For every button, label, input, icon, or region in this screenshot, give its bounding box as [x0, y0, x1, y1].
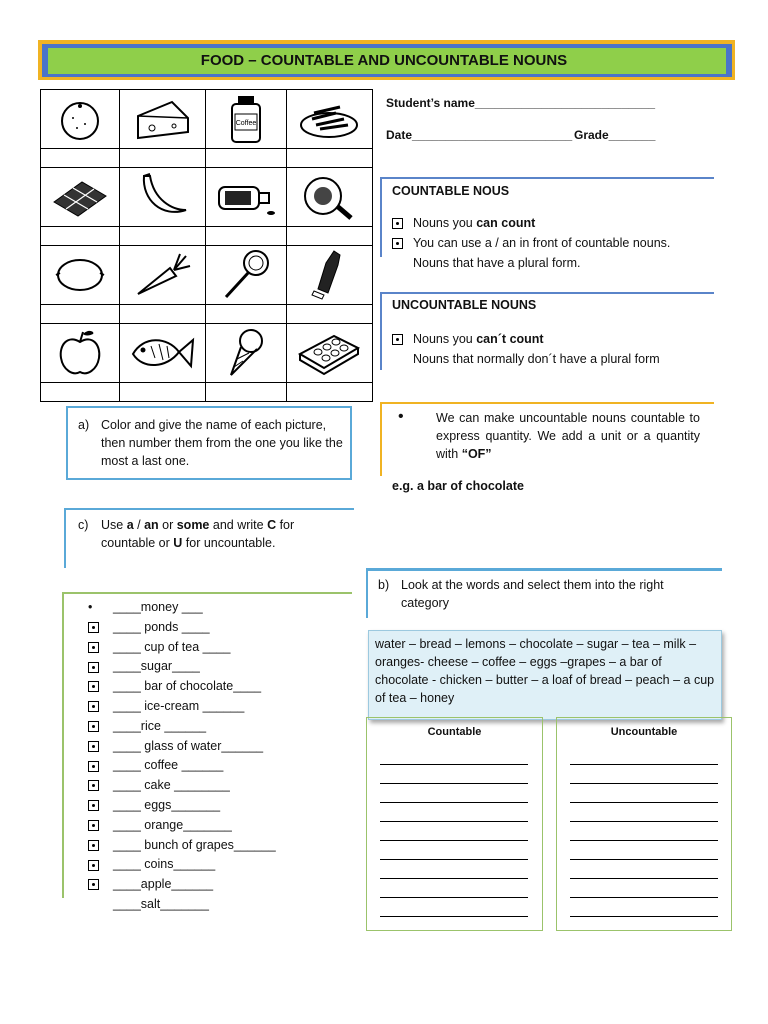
list-item[interactable] — [88, 657, 276, 677]
fish-icon — [119, 324, 205, 383]
uncountable-column — [556, 717, 732, 931]
uncountable-top-border — [380, 292, 714, 294]
bullet-icon — [88, 800, 99, 811]
bullet-icon — [88, 780, 99, 791]
uncountable-left-border — [380, 292, 382, 370]
list-item-text: ____ bar of chocolate____ — [113, 679, 262, 694]
bullet-icon — [88, 681, 99, 692]
answer-line[interactable] — [380, 898, 528, 917]
bullet-icon — [88, 761, 99, 772]
cheese-icon — [119, 90, 205, 149]
student-name-field[interactable]: Student’s name___________________________ — [386, 96, 656, 110]
answer-line[interactable] — [570, 841, 718, 860]
bottle-icon — [205, 168, 286, 227]
list-item-text: ____ ice-cream ______ — [113, 698, 245, 713]
uncountable-heading: UNCOUNTABLE NOUNS — [392, 298, 537, 312]
bullet-icon — [392, 218, 403, 229]
bullet-icon — [392, 334, 403, 345]
uncountable-column-title: Uncountable — [610, 726, 678, 738]
task-c-left-border — [64, 508, 66, 568]
list-item-text: ____rice ______ — [113, 718, 207, 733]
answer-line[interactable] — [380, 879, 528, 898]
items-list — [88, 598, 276, 915]
unit-note-text: We can make uncountable nouns countable to express quantity. We add a unit or a quantity with “OF” — [436, 411, 700, 461]
answer-line[interactable] — [570, 784, 718, 803]
answer-line[interactable] — [570, 822, 718, 841]
page-title: FOOD – COUNTABLE AND UNCOUNTABLE NOUNS — [200, 52, 568, 69]
countable-line-2: You can use a / an in front of countable nouns. — [392, 234, 670, 252]
carrot-icon — [119, 246, 205, 305]
bullet-icon — [88, 662, 99, 673]
answer-line[interactable] — [380, 803, 528, 822]
countable-column — [366, 717, 543, 931]
answer-line[interactable] — [380, 784, 528, 803]
answer-line[interactable] — [380, 765, 528, 784]
list-item[interactable] — [88, 697, 276, 717]
countable-heading: COUNTABLE NOUS — [392, 184, 510, 198]
bullet-icon — [88, 642, 99, 653]
answer-line[interactable] — [380, 822, 528, 841]
list-item-text: ____ ponds ____ — [113, 619, 210, 634]
task-b-text: Look at the words and select them into the right category — [401, 578, 664, 610]
task-b-left-border — [366, 568, 368, 618]
task-a-letter: a) — [78, 418, 90, 432]
answer-line[interactable] — [380, 860, 528, 879]
answer-line[interactable] — [570, 746, 718, 765]
list-item[interactable] — [88, 875, 276, 895]
list-item[interactable] — [88, 816, 276, 836]
items-left-border — [62, 592, 64, 898]
ice-cream-icon — [205, 324, 286, 383]
meat-icon — [286, 168, 372, 227]
list-item-text: ____ cup of tea ____ — [113, 639, 231, 654]
uncountable-line-2: Nouns that normally don´t have a plural form — [413, 352, 660, 366]
lemon-icon — [41, 246, 120, 305]
picture-grid — [40, 89, 373, 402]
answer-line[interactable] — [570, 898, 718, 917]
list-item-text: ____money ___ — [113, 600, 203, 614]
list-item-text: ____ glass of water______ — [113, 738, 264, 753]
list-item[interactable] — [88, 855, 276, 875]
task-c-text: Use a / an or some and write C for countable or U for uncountable. — [101, 518, 295, 550]
list-item[interactable] — [88, 836, 276, 856]
bullet-icon: • — [88, 600, 93, 614]
countable-line-1: Nouns you can count — [392, 214, 535, 232]
unit-note-left-border — [380, 402, 382, 476]
answer-line[interactable] — [570, 879, 718, 898]
answer-line[interactable] — [570, 765, 718, 784]
bullet-icon — [88, 840, 99, 851]
list-item-text: ____ coins______ — [113, 857, 216, 872]
countable-line-3: Nouns that have a plural form. — [413, 256, 581, 270]
list-item-text: ____sugar____ — [113, 659, 200, 674]
task-b-letter: b) — [378, 578, 390, 592]
bullet-icon — [88, 741, 99, 752]
bullet-icon — [392, 238, 403, 249]
fries-icon — [286, 90, 372, 149]
orange-icon — [41, 90, 120, 149]
list-item[interactable] — [88, 638, 276, 658]
list-item-text: ____ eggs_______ — [113, 797, 221, 812]
unit-note-bullet: • — [398, 408, 404, 425]
coffee-jar-icon — [205, 90, 286, 149]
bullet-icon — [88, 721, 99, 732]
task-a-text: Color and give the name of each picture, then number them from the one you like the most a last one. — [101, 418, 343, 468]
list-item[interactable] — [88, 717, 276, 737]
list-item-text: ____apple______ — [113, 877, 214, 892]
answer-line[interactable] — [380, 746, 528, 765]
list-item[interactable] — [88, 598, 276, 618]
eggs-icon — [286, 324, 372, 383]
unit-note-top-border — [380, 402, 714, 404]
list-item-text: ____ bunch of grapes______ — [113, 837, 276, 852]
bullet-icon — [88, 701, 99, 712]
list-item-text: ____salt_______ — [113, 896, 209, 911]
apple-icon — [41, 324, 120, 383]
task-b-top-border — [366, 568, 722, 571]
countable-column-title: Countable — [427, 726, 482, 738]
bullet-icon — [88, 820, 99, 831]
spaghetti-icon — [205, 246, 286, 305]
soda-bottle-icon — [286, 246, 372, 305]
list-item[interactable] — [88, 737, 276, 757]
list-item-text: ____ coffee ______ — [113, 758, 224, 773]
list-item[interactable] — [88, 756, 276, 776]
bullet-icon — [88, 622, 99, 633]
bullet-icon — [88, 860, 99, 871]
word-bank: water – bread – lemons – chocolate – sugar – tea – milk – oranges- cheese – coffee – eggs –grapes – a bar of chocolate - chicken – butter – a loaf of bread – peach – a cup of tea – honey — [368, 630, 722, 720]
uncountable-line-1: Nouns you can´t count — [392, 330, 544, 348]
grade-field[interactable]: Grade_______ — [574, 128, 656, 142]
list-item[interactable] — [88, 618, 276, 638]
list-item[interactable] — [88, 895, 276, 915]
list-item-text: ____ cake ________ — [113, 778, 230, 793]
answer-line[interactable] — [570, 860, 718, 879]
answer-line[interactable] — [380, 841, 528, 860]
list-item[interactable] — [88, 796, 276, 816]
unit-note-example: e.g. a bar of chocolate — [392, 479, 524, 493]
bullet-icon — [88, 879, 99, 890]
answer-line[interactable] — [570, 803, 718, 822]
countable-top-border — [380, 177, 714, 179]
countable-left-border — [380, 177, 382, 257]
list-item-text: ____ orange_______ — [113, 817, 232, 832]
task-c-letter: c) — [78, 518, 89, 532]
svg-text:Coffee: Coffee — [235, 120, 257, 127]
list-item[interactable] — [88, 776, 276, 796]
task-c-top-border — [64, 508, 354, 510]
date-field[interactable]: Date________________________ — [386, 128, 573, 142]
items-top-border — [62, 592, 352, 594]
chocolate-icon — [41, 168, 120, 227]
banana-icon — [119, 168, 205, 227]
list-item[interactable] — [88, 677, 276, 697]
